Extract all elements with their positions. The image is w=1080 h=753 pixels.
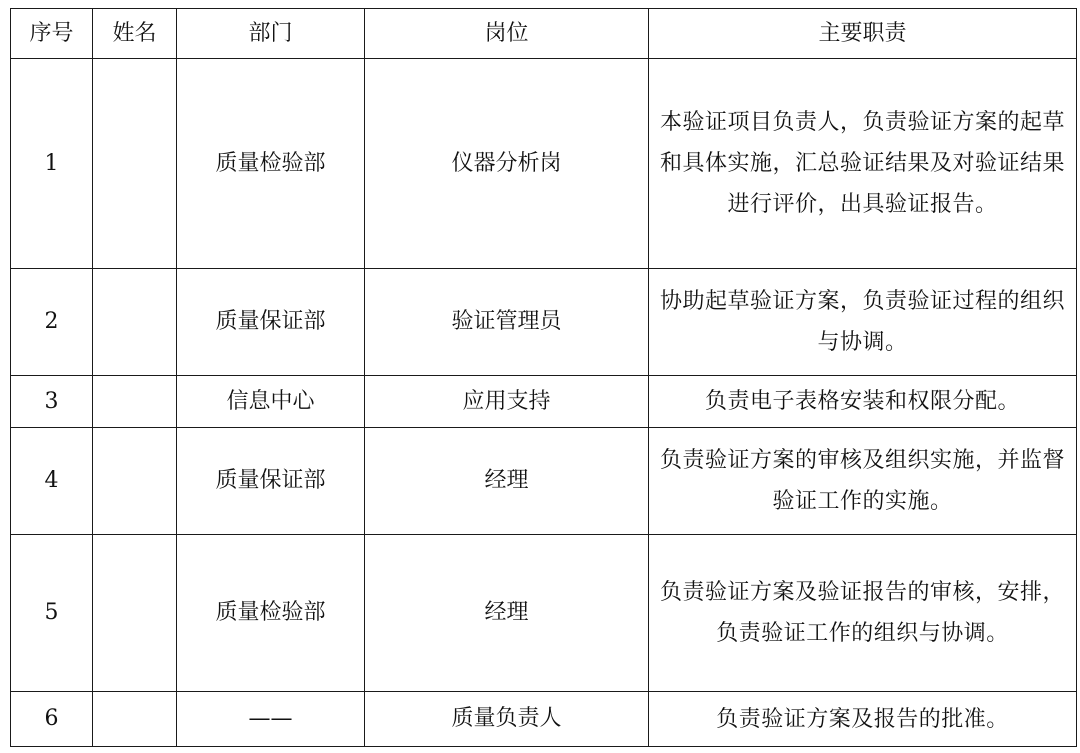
- cell-post: 经理: [365, 535, 649, 692]
- cell-name: [93, 692, 177, 747]
- cell-duty: 负责验证方案及验证报告的审核，安排，负责验证工作的组织与协调。: [649, 535, 1077, 692]
- cell-dept: ——: [177, 692, 365, 747]
- cell-duty: 负责验证方案的审核及组织实施，并监督验证工作的实施。: [649, 428, 1077, 535]
- cell-no: 4: [11, 428, 93, 535]
- cell-no: 1: [11, 59, 93, 269]
- cell-name: [93, 535, 177, 692]
- cell-no: 5: [11, 535, 93, 692]
- header-no: 序号: [11, 9, 93, 59]
- cell-name: [93, 59, 177, 269]
- table-row: [11, 692, 1077, 747]
- cell-duty: 负责电子表格安装和权限分配。: [649, 376, 1077, 428]
- responsibility-table: [10, 8, 1077, 747]
- cell-no: 3: [11, 376, 93, 428]
- table-header-row: [11, 9, 1077, 59]
- cell-dept: 质量检验部: [177, 535, 365, 692]
- table-row: [11, 59, 1077, 269]
- cell-duty: 负责验证方案及报告的批准。: [649, 692, 1077, 747]
- cell-name: [93, 428, 177, 535]
- cell-post: 质量负责人: [365, 692, 649, 747]
- cell-no: 6: [11, 692, 93, 747]
- cell-name: [93, 376, 177, 428]
- table-row: [11, 376, 1077, 428]
- header-post: 岗位: [365, 9, 649, 59]
- cell-dept: 质量保证部: [177, 269, 365, 376]
- cell-post: 验证管理员: [365, 269, 649, 376]
- header-name: 姓名: [93, 9, 177, 59]
- cell-post: 应用支持: [365, 376, 649, 428]
- cell-post: 经理: [365, 428, 649, 535]
- table-row: [11, 269, 1077, 376]
- header-duty: 主要职责: [649, 9, 1077, 59]
- cell-name: [93, 269, 177, 376]
- cell-dept: 信息中心: [177, 376, 365, 428]
- cell-dept: 质量检验部: [177, 59, 365, 269]
- cell-dept: 质量保证部: [177, 428, 365, 535]
- header-dept: 部门: [177, 9, 365, 59]
- cell-duty: 本验证项目负责人，负责验证方案的起草和具体实施，汇总验证结果及对验证结果进行评价，出具验证报告。: [649, 59, 1077, 269]
- table-row: [11, 428, 1077, 535]
- cell-duty: 协助起草验证方案，负责验证过程的组织与协调。: [649, 269, 1077, 376]
- cell-post: 仪器分析岗: [365, 59, 649, 269]
- table-row: [11, 535, 1077, 692]
- cell-no: 2: [11, 269, 93, 376]
